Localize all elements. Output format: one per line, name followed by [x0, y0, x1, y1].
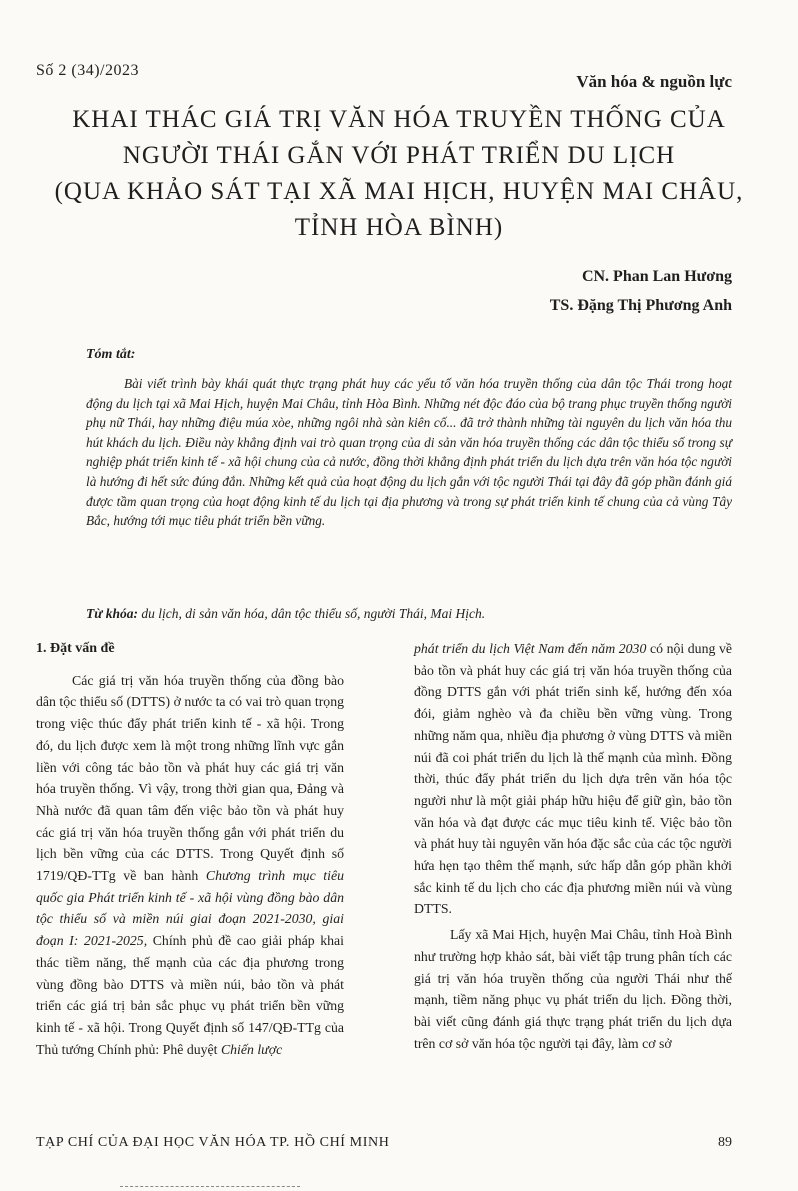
- section-heading: 1. Đặt vấn đề: [36, 641, 115, 656]
- paragraph: [36, 670, 344, 1061]
- paragraph-italic-text: Chiến lược: [220, 1041, 283, 1057]
- title-line: KHAI THÁC GIÁ TRỊ VĂN HÓA TRUYỀN THỐNG CỦA: [72, 106, 726, 133]
- footer-journal-name: TẠP CHÍ CỦA ĐẠI HỌC VĂN HÓA TP. HỒ CHÍ MINH: [36, 1135, 390, 1150]
- title-line: TỈNH HÒA BÌNH): [294, 214, 504, 241]
- keywords-text: du lịch, di sản văn hóa, dân tộc thiểu số, người Thái, Mai Hịch.: [137, 606, 486, 621]
- author: TS. Đặng Thị Phương Anh: [549, 297, 732, 314]
- paragraph-italic-text: Chương trình mục tiêu quốc gia Phát triển kinh tế - xã hội vùng đồng bào dân tộc thiểu số và miền núi giai đoạn 2021-2030, giai đoạn I: 2021-2025,: [36, 868, 344, 949]
- article-title: [20, 102, 778, 246]
- title-line: NGƯỜI THÁI GẮN VỚI PHÁT TRIỂN DU LỊCH: [122, 142, 676, 169]
- paragraph-text: có nội dung về bảo tồn và phát huy các giá trị văn hóa truyền thống của đồng DTTS gắn với phát triển sinh kế, hướng đến xóa đói, giảm nghèo và đa chiều bền vững vùng. Trong những năm qua, nhiều địa phương ở vùng DTTS và miền núi đã coi phát triển du lịch là thế mạnh của mình. Đồng thời, thúc đẩy phát triển du lịch dựa trên văn hóa tộc người như là một giải pháp hữu hiệu để giữ gìn, bảo tồn văn hóa và đạt được các mục tiêu kinh tế. Việc bảo tồn và phát huy tài nguyên văn hóa đặc sắc của các tộc người hứa hẹn tạo thêm thế mạnh, sức hấp dẫn góp phần khởi sắc kinh tế du lịch cho các địa phương miền núi và vùng DTTS.: [414, 641, 732, 917]
- title-line: (QUA KHẢO SÁT TẠI XÃ MAI HỊCH, HUYỆN MAI CHÂU,: [54, 178, 744, 205]
- right-column: [414, 638, 732, 1054]
- footer-rule: [120, 1186, 300, 1187]
- abstract-heading: Tóm tắt:: [86, 347, 136, 362]
- paragraph-text: Chính phủ đề cao giải pháp khai thác tiềm năng, thế mạnh của các địa phương trong vùng đồng bào DTTS và miền núi, bảo tồn và phát triển các giá trị bản sắc phục vụ phát triển bền vững kinh tế - xã hội. Trong Quyết định số 147/QĐ-TTg của Thủ tướng Chính phủ: Phê duyệt: [36, 933, 344, 1057]
- section-name: Văn hóa & nguồn lực: [576, 72, 732, 91]
- author: CN. Phan Lan Hương: [581, 268, 732, 285]
- authors: [550, 262, 732, 320]
- paragraph-italic-text: phát triển du lịch Việt Nam đến năm 2030: [414, 641, 647, 656]
- page-number: 89: [718, 1135, 732, 1150]
- keywords-label: Từ khóa:: [86, 606, 138, 621]
- paragraph-text: Các giá trị văn hóa truyền thống của đồng bào dân tộc thiểu số (DTTS) ở nước ta có vai trò quan trọng trong việc thúc đẩy phát triển kinh tế - xã hội. Trong đó, du lịch được xem là một trong những lĩnh vực gắn liền với công tác bảo tồn và phát huy các giá trị văn hóa truyền thống. Vì vậy, trong thời gian qua, Đảng và Nhà nước đã quan tâm đến việc bảo tồn và phát huy các giá trị văn hóa truyền thống gắn với phát triển du lịch bền vững của các DTTS. Trong Quyết định số 1719/QĐ-TTg về ban hành: [36, 672, 344, 884]
- keywords: [86, 606, 732, 622]
- paragraph: Lấy xã Mai Hịch, huyện Mai Châu, tỉnh Hoà Bình như trường hợp khảo sát, bài viết tập trung phân tích các giá trị văn hóa truyền thống của người Thái như thế mạnh, tiềm năng phục vụ phát triển du lịch. Đồng thời, bài viết cũng đánh giá thực trạng phát triển du lịch dựa trên cơ sở văn hóa tộc người tại đây, làm cơ sở: [414, 927, 732, 1051]
- issue-number: Số 2 (34)/2023: [36, 62, 139, 79]
- left-column: [36, 638, 344, 1060]
- paragraph: [414, 638, 732, 920]
- abstract-body: Bài viết trình bày khái quát thực trạng phát huy các yếu tố văn hóa truyền thống của dân tộc Thái trong hoạt động du lịch tại xã Mai Hịch, huyện Mai Châu, tỉnh Hòa Bình. Những nét độc đáo của bộ trang phục truyền thống người phụ nữ Thái, hay những điệu múa xòe, những ngôi nhà sàn kiên cố... đã trở thành những tài nguyên du lịch văn hóa thu hút khách du lịch. Điều này khẳng định vai trò quan trọng của di sản văn hóa truyền thống các dân tộc thiểu số trong sự nghiệp phát triển kinh tế - xã hội chung của cả nước, đồng thời khẳng định phát triển du lịch dựa trên văn hóa tộc người là hướng đi hết sức đúng đắn. Những kết quả của hoạt động du lịch gắn với tộc người Thái tại đây đã góp phần đánh giá được tầm quan trọng của hoạt động kinh tế du lịch tại địa phương và trong sự phát triển kinh tế chung của cả vùng Tây Bắc, hướng tới mục tiêu phát triển bền vững.: [86, 376, 732, 529]
